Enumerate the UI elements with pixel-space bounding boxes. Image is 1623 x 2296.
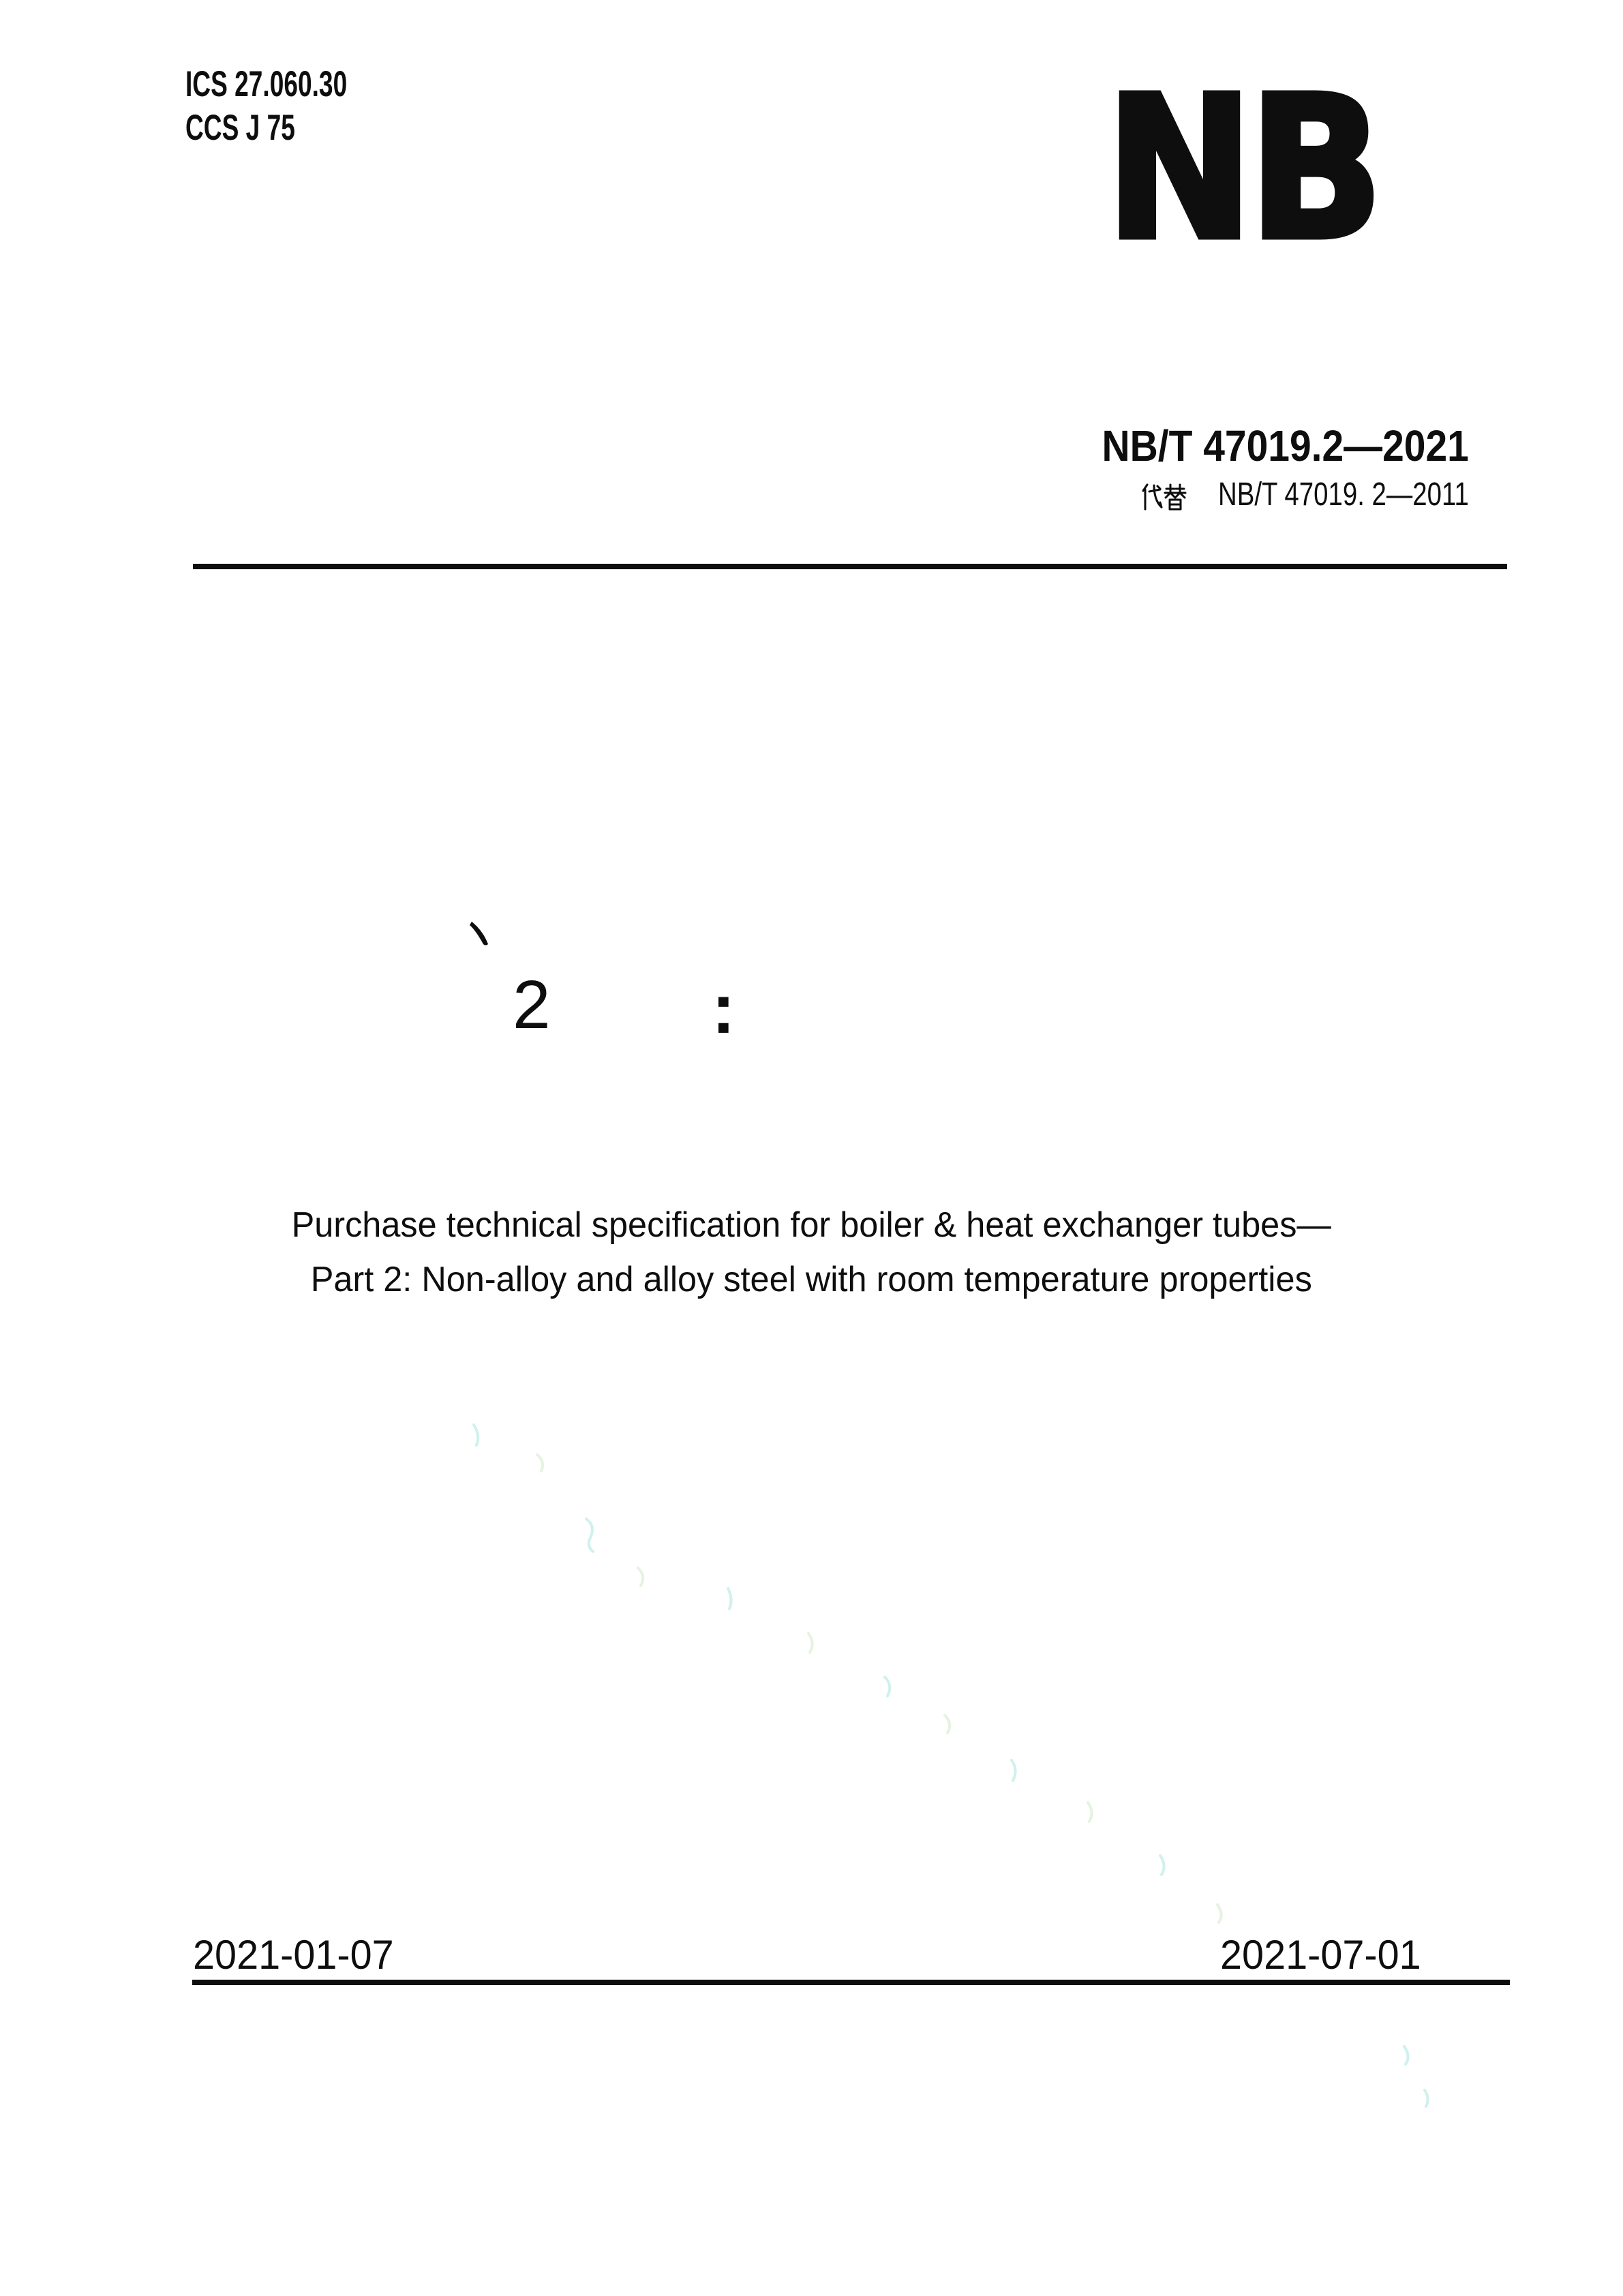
english-title-line2: Part 2: Non-alloy and alloy steel with room temperature properties	[310, 1260, 1313, 1299]
header-rule	[193, 564, 1507, 569]
standard-number-text: NB/T 47019.2—2021	[1102, 421, 1469, 470]
ics-code: ICS 27.060.30	[185, 64, 348, 104]
issue-date: 2021-01-07	[193, 1932, 394, 1978]
classification-codes	[185, 63, 347, 150]
chinese-title-colon: :	[712, 969, 735, 1048]
nb-logo: NB	[1106, 55, 1379, 283]
ccs-code: CCS J 75	[185, 108, 295, 148]
standard-number	[1057, 421, 1469, 470]
footer-rule	[192, 1980, 1510, 1985]
ideographic-comma-glyph	[468, 920, 492, 948]
superseded-standard-number-text: NB/T 47019. 2—2011	[1218, 477, 1469, 513]
superseded-standard-number	[1155, 479, 1469, 511]
english-title	[0, 1198, 1623, 1307]
english-title-line1: Purchase technical specification for boiler & heat exchanger tubes—	[291, 1205, 1332, 1245]
chinese-title-part-number: 2	[513, 967, 551, 1043]
implementation-date: 2021-07-01	[1220, 1932, 1421, 1978]
